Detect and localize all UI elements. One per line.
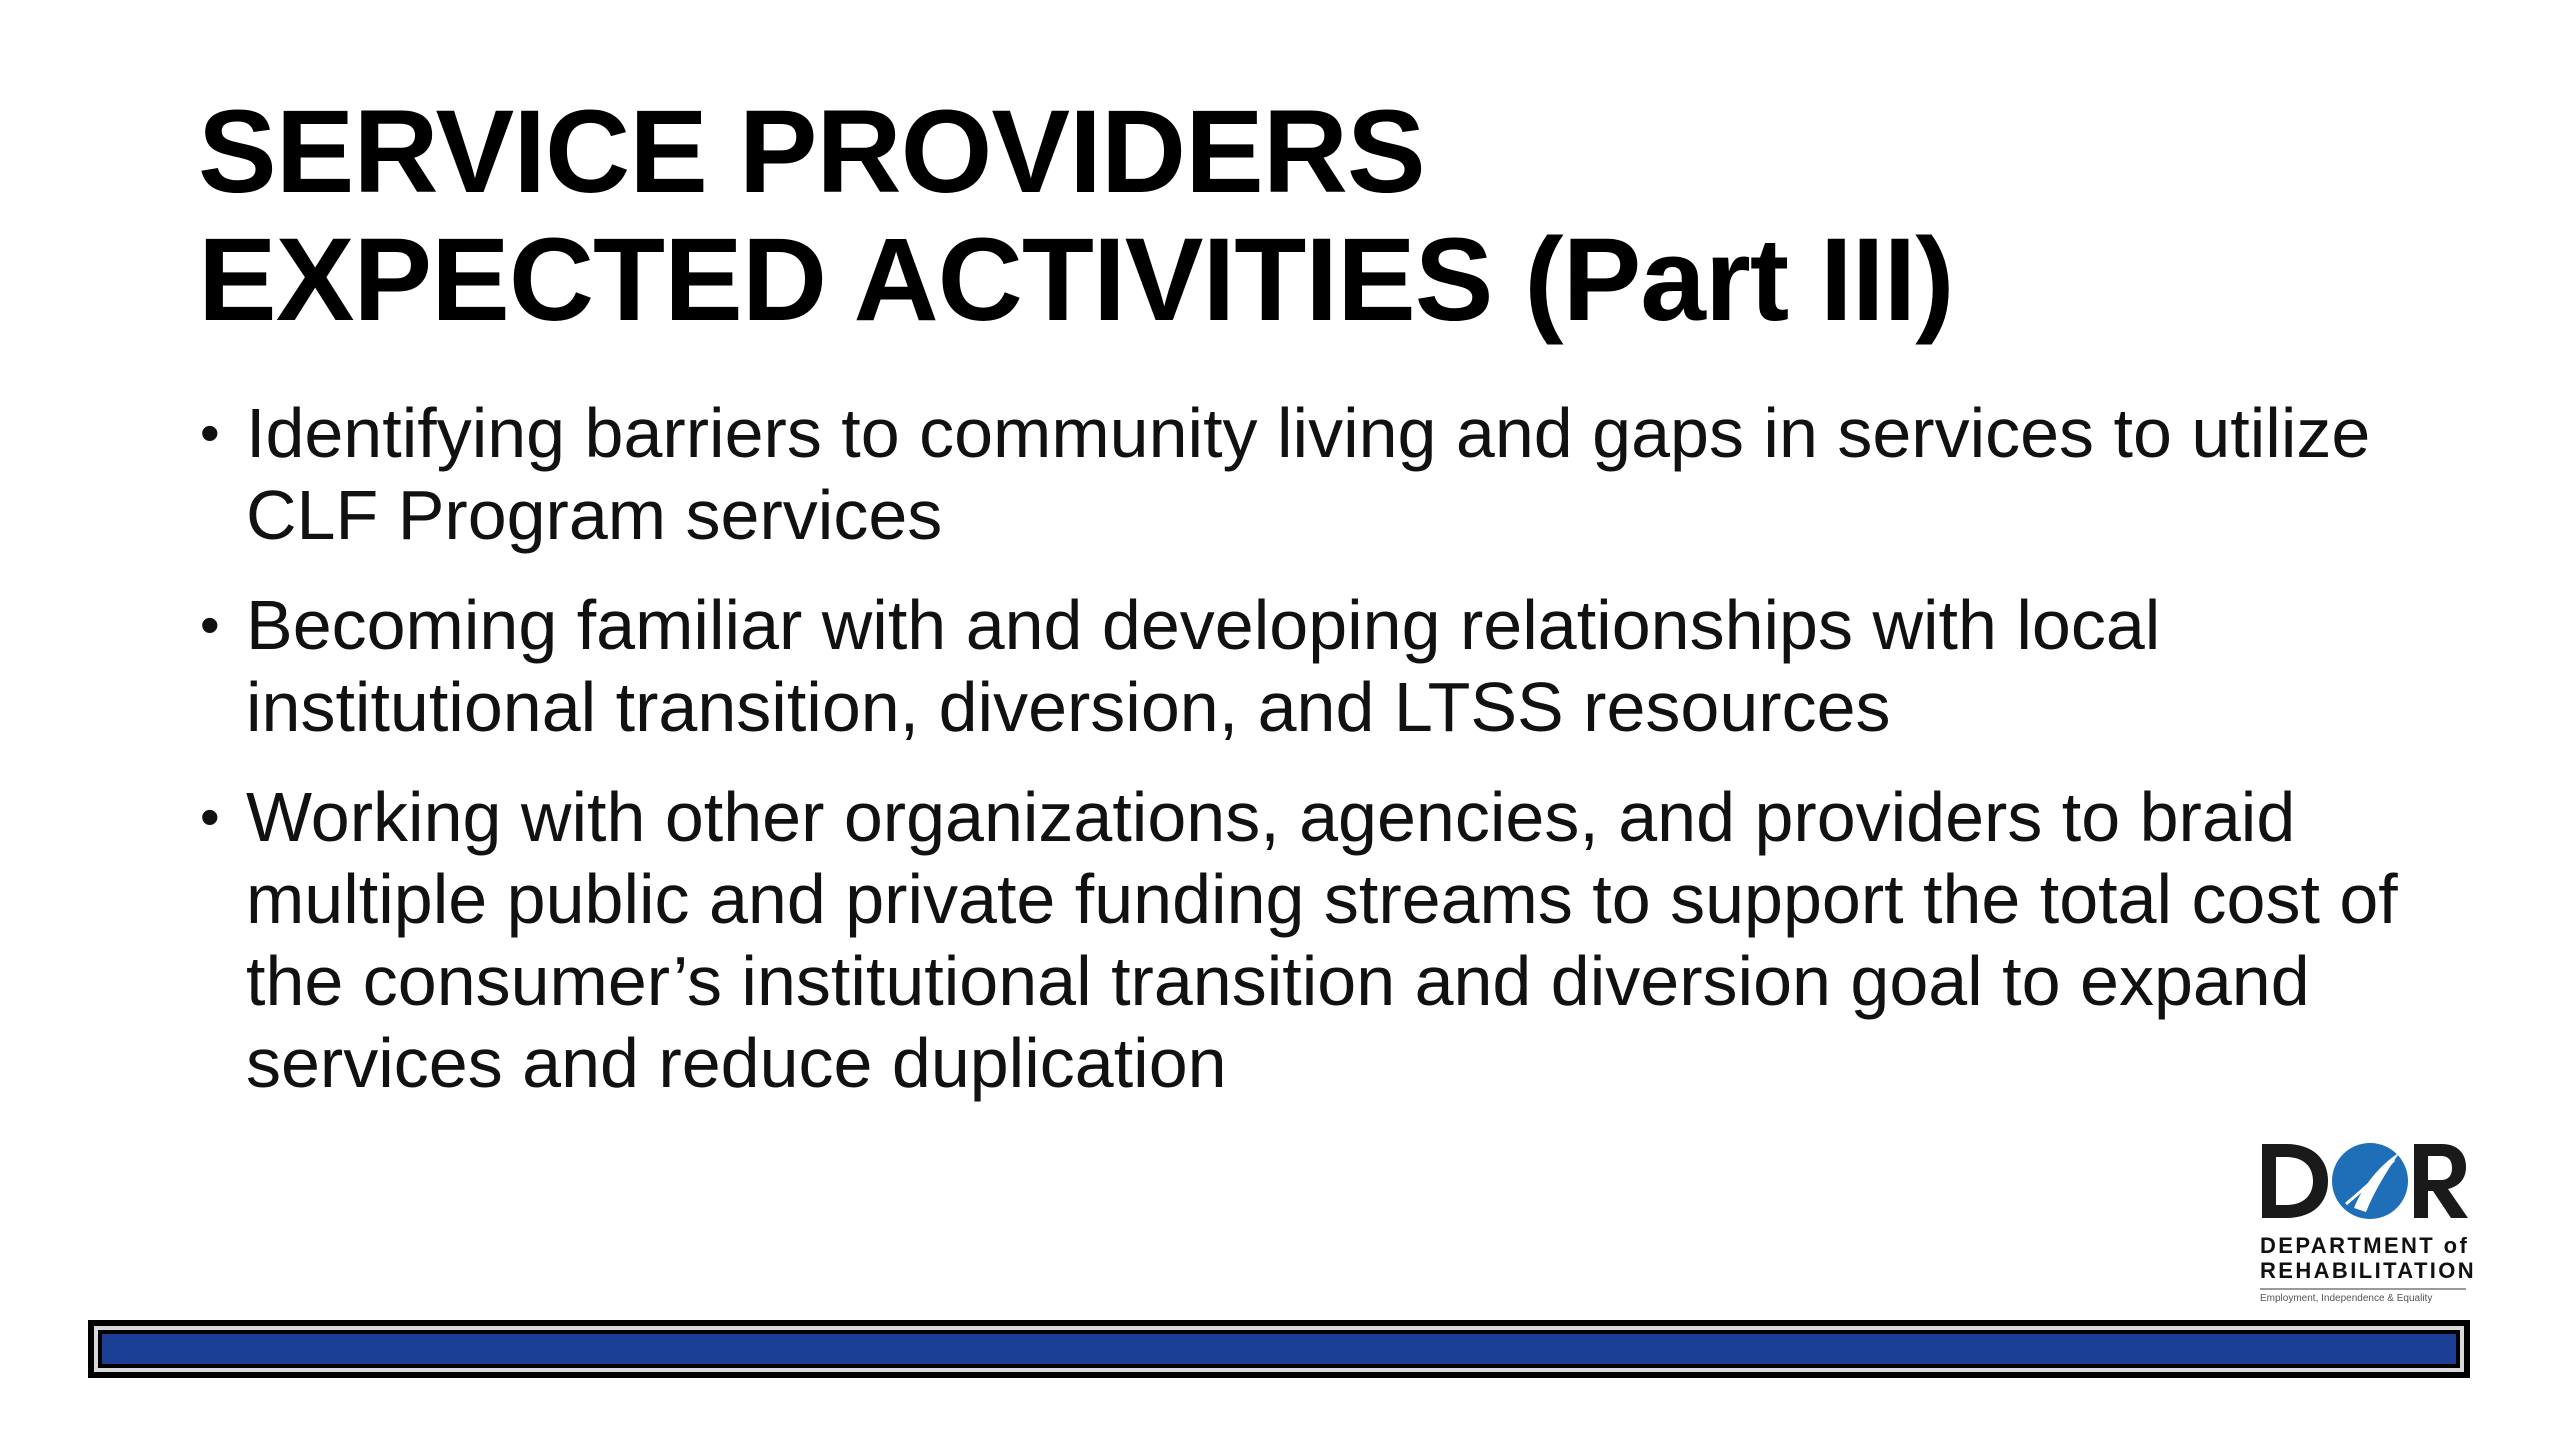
logo-rehabilitation-text: REHABILITATION bbox=[2260, 1258, 2477, 1283]
bullet-item bbox=[198, 392, 2418, 556]
bullet-dot-icon: • bbox=[200, 401, 220, 464]
title-line-2: EXPECTED ACTIVITIES (Part III) bbox=[198, 214, 1954, 346]
footer-bar bbox=[88, 1320, 2470, 1378]
bullet-text: Working with other organizations, agencies, and providers to braid multiple public and private funding streams to support the total cost of the consumer’s institutional transition and diversion goal to expand services and reduce duplication bbox=[246, 778, 2398, 1102]
dor-logo bbox=[2258, 1138, 2477, 1308]
bullet-dot-icon: • bbox=[200, 785, 220, 848]
logo-tagline: Employment, Independence & Equality bbox=[2260, 1293, 2433, 1304]
dor-logo-icon bbox=[2258, 1138, 2470, 1224]
logo-divider bbox=[2260, 1288, 2466, 1290]
footer-bar-fill bbox=[102, 1334, 2456, 1364]
bullet-item bbox=[198, 584, 2418, 748]
bullet-text: Identifying barriers to community living and gaps in services to utilize CLF Program services bbox=[246, 394, 2371, 554]
bullet-dot-icon: • bbox=[200, 593, 220, 656]
bullet-item bbox=[198, 776, 2418, 1104]
logo-department-text: DEPARTMENT of bbox=[2260, 1233, 2470, 1258]
slide-title bbox=[198, 88, 2398, 344]
bullet-text: Becoming familiar with and developing relationships with local institutional transition, diversion, and LTSS resources bbox=[246, 586, 2161, 746]
title-line-1: SERVICE PROVIDERS bbox=[198, 86, 1425, 218]
bullet-list bbox=[198, 392, 2418, 1132]
